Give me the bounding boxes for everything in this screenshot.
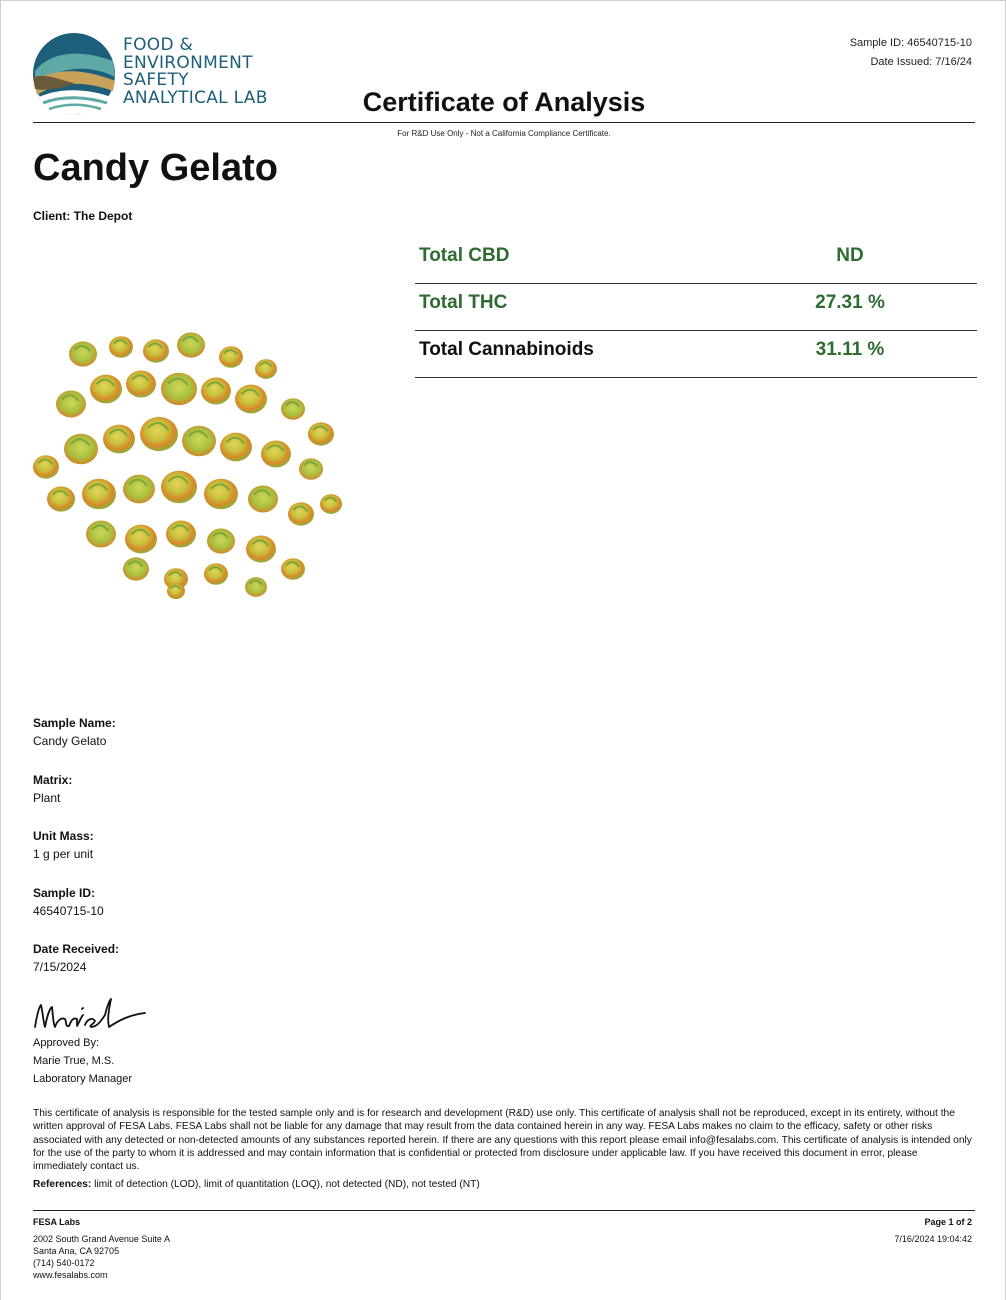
detail-label: Sample Name: <box>33 716 116 730</box>
references-text: limit of detection (LOD), limit of quantitation (LOQ), not detected (ND), not tested (NT) <box>91 1179 480 1190</box>
disclaimer-text: This certificate of analysis is responsible for the tested sample only and is for research and development (R&D) use only. This certificate of analysis shall not be reproduced, except in its entirety, without the written approval of FESA Labs. FESA Labs shall not be liable for any damage that may result from the data contained herein in any way. FESA Labs makes no claim to the efficacy, safety or other risks associated with any detected or non-detected amounts of any substances reported herein. If there are any questions with this report please email info@fesalabs.com. This certificate of analysis is intended only for the use of the party to whom it is addressed and may contain information that is confidential or protected from disclosure under applicable law. If you have received this document in error, please immediately contact us. <box>33 1108 972 1173</box>
detail-value: Plant <box>33 790 61 805</box>
approval-block <box>33 1034 132 1088</box>
references-label: References: <box>33 1179 92 1190</box>
sample-id-line: Sample ID: 46540715-10 <box>849 37 972 49</box>
footer-page-info <box>894 1216 972 1245</box>
title-divider <box>33 122 975 123</box>
approver-role: Laboratory Manager <box>33 1073 133 1085</box>
page-title: Certificate of Analysis <box>362 87 646 117</box>
date-issued-line: Date Issued: 7/16/24 <box>870 56 972 68</box>
bud-shape <box>161 471 197 503</box>
sample-meta <box>850 34 972 72</box>
cannabis-buds-image <box>31 329 347 604</box>
summary-row-thc <box>415 284 977 331</box>
summary-label: Total Cannabinoids <box>419 339 594 360</box>
approval-label: Approved By: <box>33 1037 100 1049</box>
sample-details <box>33 715 333 998</box>
footer-website: www.fesalabs.com <box>33 1270 108 1280</box>
compliance-note: For R&D Use Only - Not a California Compliance Certificate. <box>397 129 611 138</box>
detail-value: 46540715-10 <box>33 903 104 918</box>
detail-unit-mass <box>33 828 333 885</box>
detail-label: Date Received: <box>33 942 120 956</box>
summary-row-cbd <box>415 237 977 284</box>
detail-label: Sample ID: <box>33 885 96 900</box>
summary-value: ND <box>836 245 864 266</box>
bud-shape <box>161 373 197 405</box>
footer-timestamp: 7/16/2024 19:04:42 <box>894 1234 972 1244</box>
cannabinoid-summary <box>415 237 977 378</box>
detail-sample-name <box>33 715 333 772</box>
references <box>33 1179 973 1190</box>
signature-mark <box>31 993 161 1035</box>
footer-address <box>33 1216 170 1281</box>
footer-divider <box>33 1210 975 1211</box>
client-line: Client: The Depot <box>33 209 133 223</box>
footer-address-line: Santa Ana, CA 92705 <box>33 1246 120 1256</box>
detail-value: 1 g per unit <box>33 847 94 861</box>
footer-company: FESA Labs <box>33 1217 81 1227</box>
detail-sample-id <box>33 885 333 942</box>
summary-label: Total THC <box>419 292 508 313</box>
logo-line: ANALYTICAL LAB <box>123 87 268 108</box>
product-name: Candy Gelato <box>33 147 278 189</box>
bud-shape <box>140 417 178 451</box>
summary-label: Total CBD <box>419 245 510 266</box>
footer-address-line: 2002 South Grand Avenue Suite A <box>33 1234 170 1244</box>
detail-label: Unit Mass: <box>33 829 94 843</box>
footer-phone: (714) 540-0172 <box>33 1258 95 1268</box>
approver-name: Marie True, M.S. <box>33 1055 115 1067</box>
summary-value: 31.11 % <box>815 339 885 360</box>
summary-value: 27.31 % <box>815 292 885 313</box>
logo-line: ENVIRONMENT <box>123 52 253 73</box>
detail-date-received <box>33 941 333 998</box>
logo-line: SAFETY <box>123 70 189 90</box>
detail-matrix <box>33 772 333 829</box>
detail-label: Matrix: <box>33 772 73 787</box>
logo-line: FOOD & <box>123 35 194 55</box>
summary-row-total-cannabinoids <box>415 331 977 378</box>
page-number: Page 1 of 2 <box>924 1217 972 1227</box>
detail-value: Candy Gelato <box>33 734 107 748</box>
detail-value: 7/15/2024 <box>33 960 87 974</box>
